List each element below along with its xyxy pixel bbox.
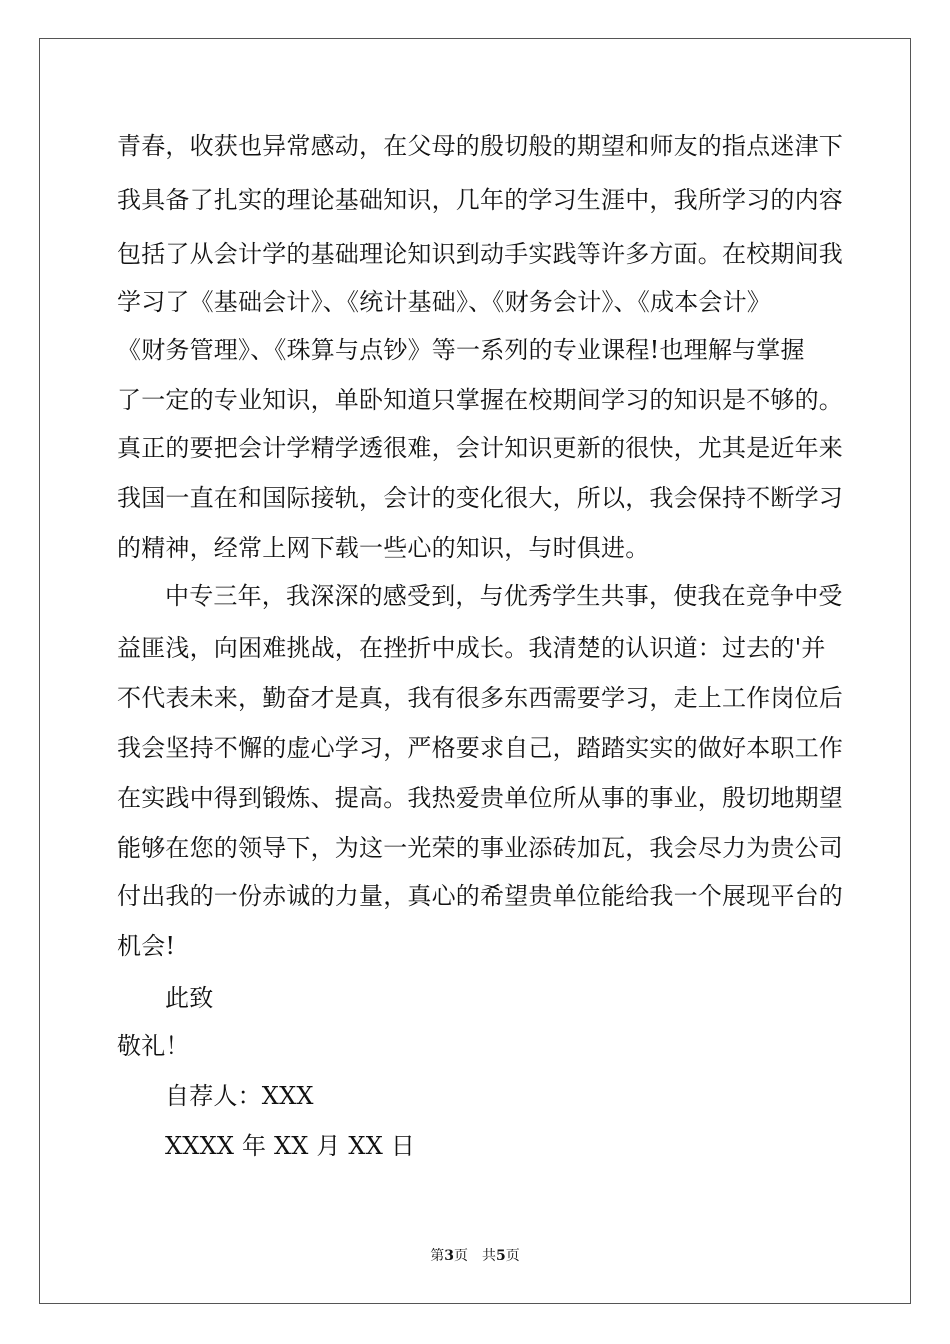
page-total: 5 <box>496 1248 506 1264</box>
text-line: 的精神，经常上网下载一些心的知识，与时俱进。 <box>117 534 650 562</box>
text-line: 《财务管理》、《珠算与点钞》等一系列的专业课程!也理解与掌握 <box>117 336 805 364</box>
page-footer <box>0 1246 950 1266</box>
page-label-prefix: 第 <box>430 1248 445 1264</box>
text-line: 真正的要把会计学精学透很难，会计知识更新的很快，尤其是近年来 <box>117 434 843 462</box>
closing-salutation: 此致 <box>165 984 214 1012</box>
text-line: 在实践中得到锻炼、提高。我热爱贵单位所从事的事业，殷切地期望 <box>117 784 843 812</box>
signer-line: 自荐人：XXX <box>165 1082 314 1110</box>
text-line: 包括了从会计学的基础理论知识到动手实践等许多方面。在校期间我 <box>117 240 843 268</box>
text-line: 了一定的专业知识，单卧知道只掌握在校期间学习的知识是不够的。 <box>117 386 843 414</box>
text-line: 学习了《基础会计》、《统计基础》、《财务会计》、《成本会计》 <box>117 288 771 316</box>
date-line: XXXX 年 XX 月 XX 日 <box>165 1132 416 1160</box>
text-line: 我国一直在和国际接轨，会计的变化很大，所以，我会保持不断学习 <box>117 484 843 512</box>
page-border <box>39 38 911 1304</box>
text-line: 我会坚持不懈的虚心学习，严格要求自己，踏踏实实的做好本职工作 <box>117 734 843 762</box>
text-line: 能够在您的领导下，为这一光荣的事业添砖加瓦，我会尽力为贵公司 <box>117 834 843 862</box>
text-line: 益匪浅，向困难挑战，在挫折中成长。我清楚的认识道：过去的'并 <box>117 634 826 662</box>
text-line: 我具备了扎实的理论基础知识，几年的学习生涯中，我所学习的内容 <box>117 186 843 214</box>
page-label-suffix: 页 <box>454 1248 468 1264</box>
closing-respect: 敬礼！ <box>117 1032 190 1060</box>
text-line: 不代表未来，勤奋才是真，我有很多东西需要学习，走上工作岗位后 <box>117 684 843 712</box>
paragraph-start-line: 中专三年，我深深的感受到，与优秀学生共事，使我在竞争中受 <box>165 582 843 610</box>
total-label-prefix: 共 <box>482 1248 496 1264</box>
total-label-suffix: 页 <box>505 1248 520 1264</box>
text-line: 付出我的一份赤诚的力量，真心的希望贵单位能给我一个展现平台的 <box>117 882 843 910</box>
text-line: 青春，收获也异常感动，在父母的殷切般的期望和师友的指点迷津下 <box>117 132 843 160</box>
text-line: 机会! <box>117 932 176 960</box>
page-number: 3 <box>444 1248 454 1264</box>
